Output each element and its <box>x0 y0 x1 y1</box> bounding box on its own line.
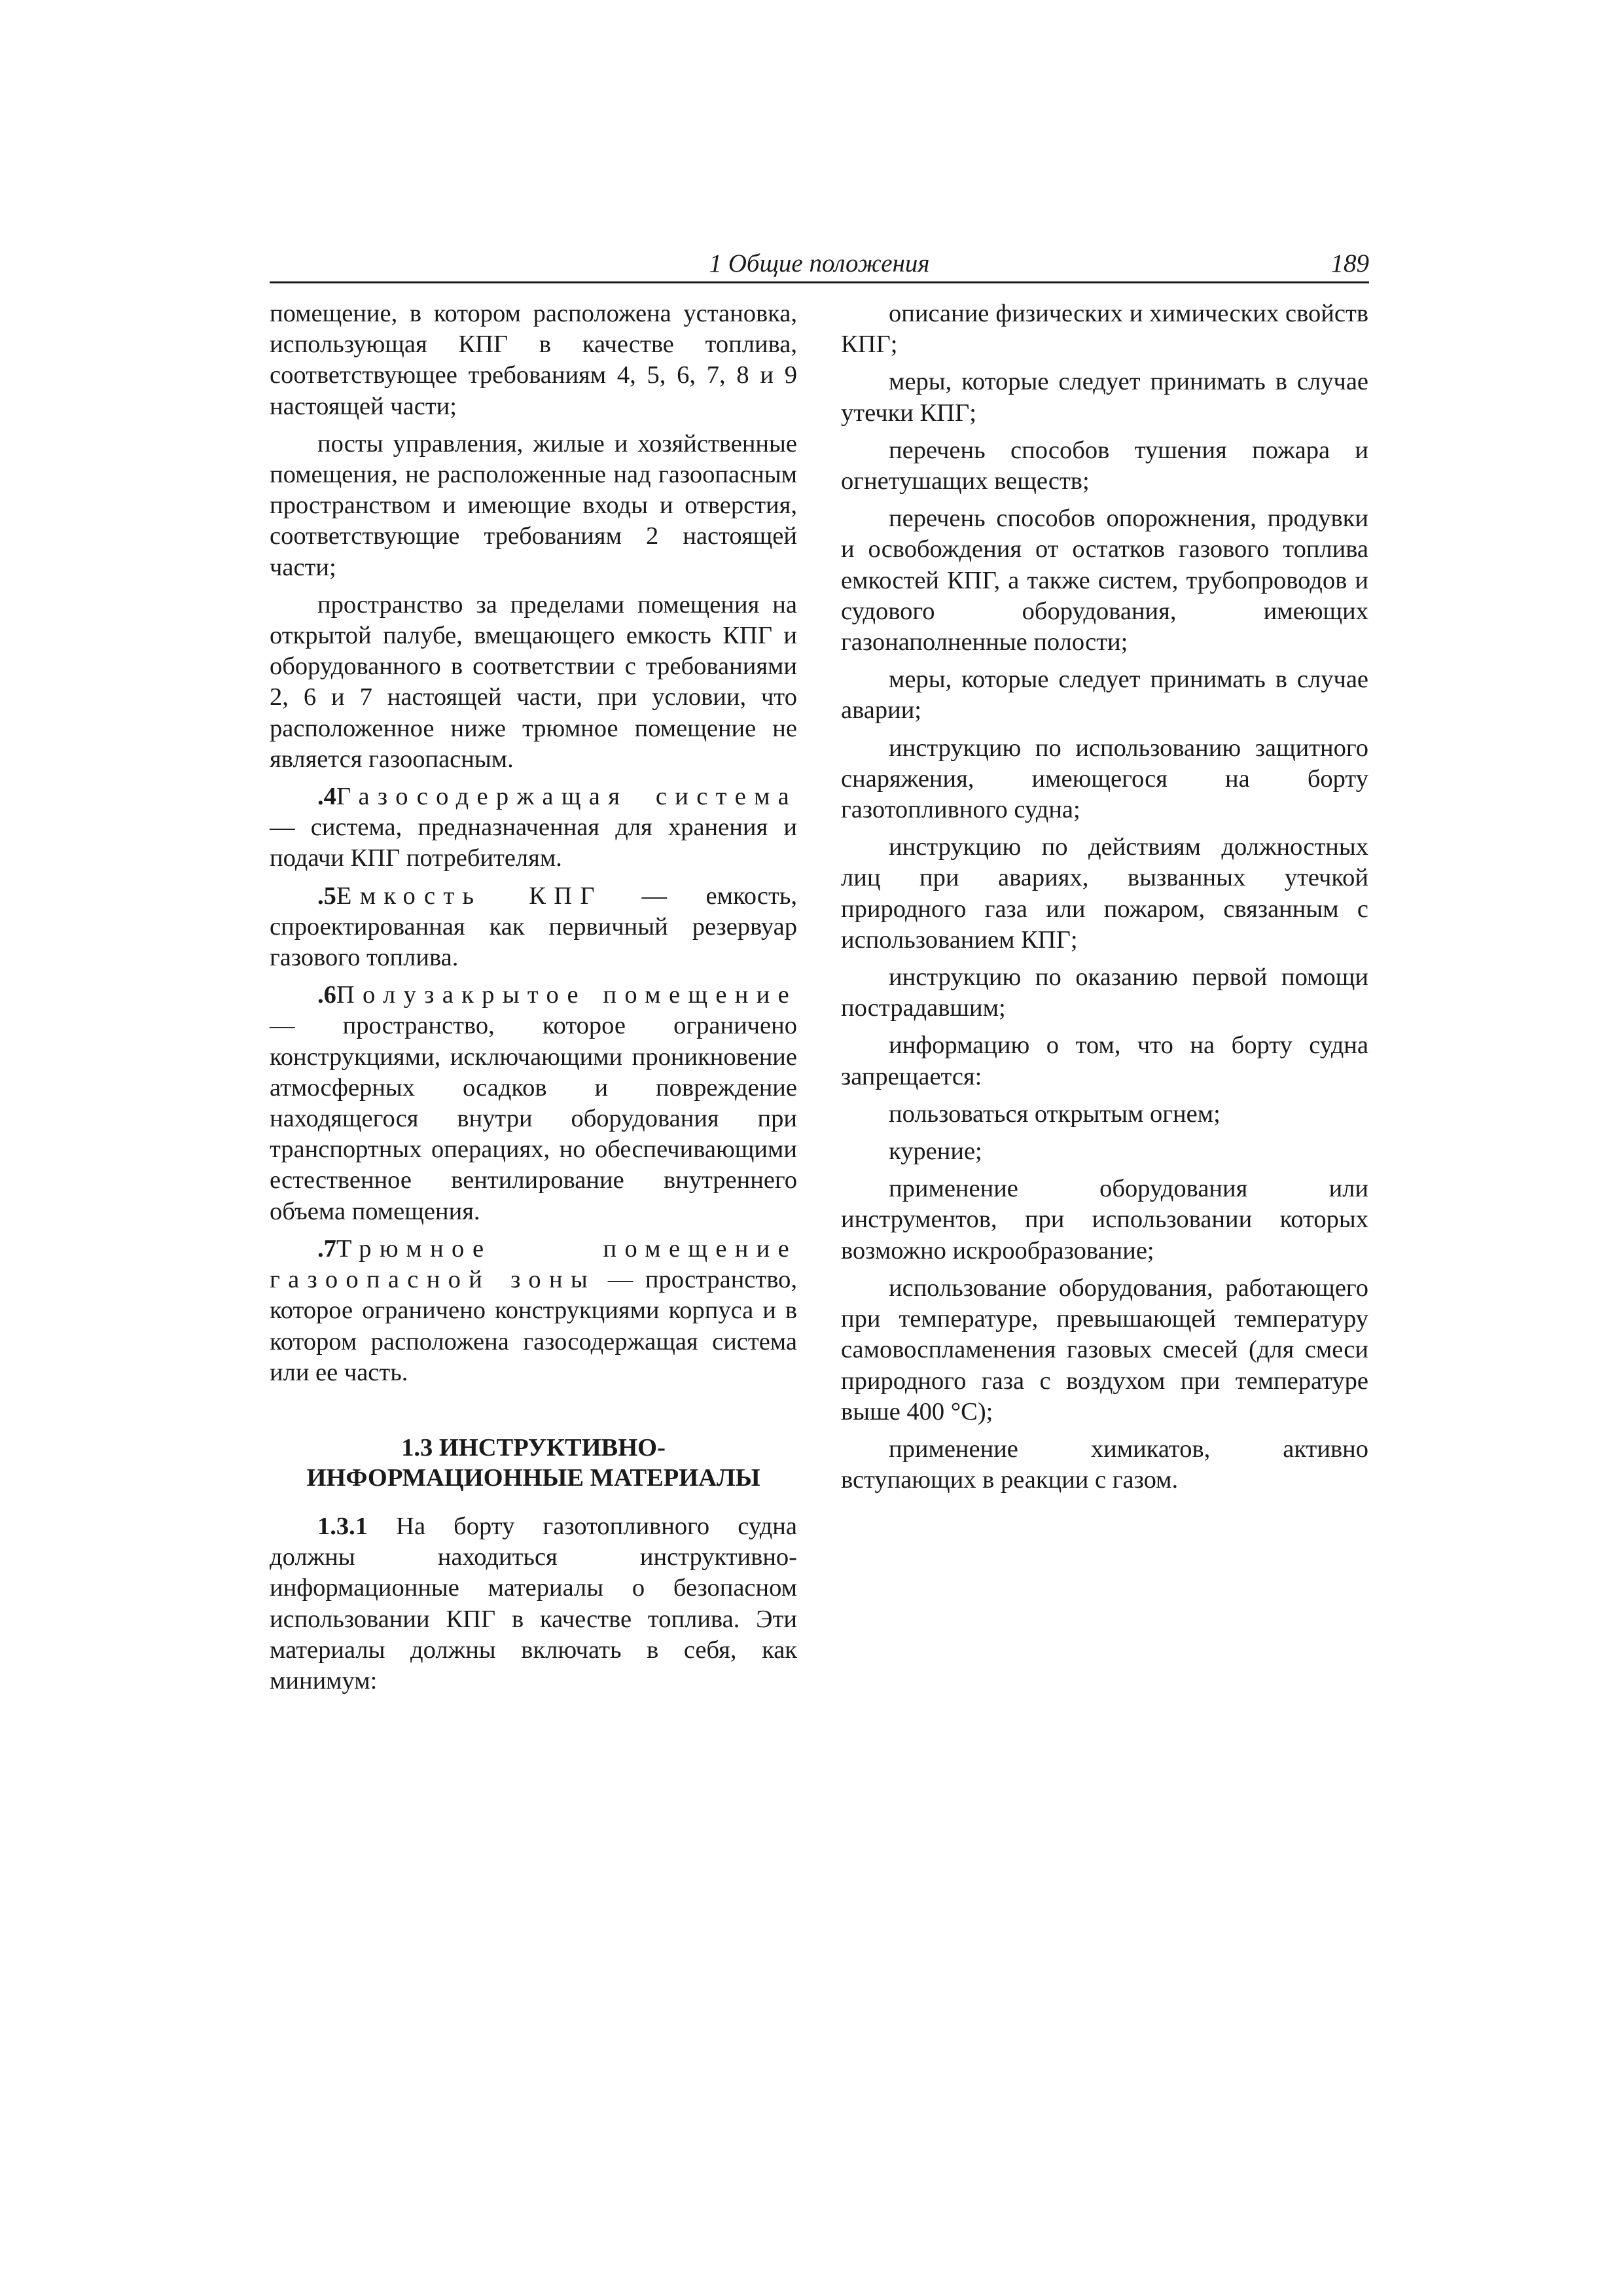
definition-cng-tank <box>270 881 797 974</box>
definition-term: Трюмное помещение газоопасной зоны <box>270 1234 797 1294</box>
clause-1-3-1 <box>270 1511 797 1696</box>
right-column <box>841 298 1368 1502</box>
list-item: пользоваться открытым огнем; <box>889 1100 1221 1128</box>
list-item: инструкцию по оказанию первой помощи пострадавшим; <box>841 963 1368 1022</box>
list-item: меры, которые следует принимать в случае утечки КПГ; <box>841 368 1368 427</box>
definition-number: .4 <box>317 783 336 811</box>
clause-text: На борту газотопливного судна должны находиться инструктивно-информационные материалы о безопасном использовании КПГ в качестве топлива. Эти материалы должны включать в себя, как минимум: <box>270 1512 797 1695</box>
list-item: применение химикатов, активно вступающих в реакции с газом. <box>841 1435 1368 1494</box>
definition-term: Полузакрытое помещение <box>336 981 797 1009</box>
paragraph-control-posts: посты управления, жилые и хозяйственные помещения, не расположенные над газоопасным пространством и имеющие входы и отверстия, соответствующие требованиям 2 настоящей части; <box>270 429 797 581</box>
left-column <box>270 298 797 1703</box>
list-item: перечень способов опорожнения, продувки и освобождения от остатков газового топлива емкостей КПГ, а также систем, трубопроводов и судового оборудования, имеющих газонаполненные полости; <box>841 505 1368 656</box>
definition-gas-system <box>270 781 797 874</box>
clause-number: 1.3.1 <box>317 1512 368 1540</box>
definition-text: — система, предназначенная для хранения и подачи КПГ потребителям. <box>270 814 797 872</box>
list-item: инструкцию по действиям должностных лиц при авариях, вызванных утечкой природного газа или пожаром, связанным с использованием КПГ; <box>841 833 1368 954</box>
definition-number: .6 <box>317 981 336 1009</box>
list-item: использование оборудования, работающего при температуре, превышающей температуру самовоспламенения газовых смесей (для смеси природного газа с воздухом при температуре выше 400 °C); <box>841 1274 1368 1426</box>
definition-term: Газосодержащая система <box>336 783 797 811</box>
section-heading-line: 1.3 ИНСТРУКТИВНО- <box>401 1433 666 1462</box>
list-item: информацию о том, что на борту судна запрещается: <box>841 1031 1368 1090</box>
list-item: применение оборудования или инструментов, при использовании которых возможно искрообразование; <box>841 1175 1368 1265</box>
definition-semi-enclosed-space <box>270 980 797 1227</box>
definition-number: .5 <box>317 882 336 910</box>
definition-number: .7 <box>317 1234 336 1263</box>
page-number: 189 <box>1330 249 1369 278</box>
definition-text: — пространство, которое ограничено конструкциями корпуса и в котором расположена газосодержащая система или ее часть. <box>270 1266 798 1386</box>
list-item: перечень способов тушения пожара и огнетушащих веществ; <box>841 436 1368 495</box>
section-heading <box>270 1433 797 1493</box>
list-item: меры, которые следует принимать в случае аварии; <box>841 666 1368 725</box>
list-item: описание физических и химических свойств КПГ; <box>841 300 1368 359</box>
running-header <box>270 243 1369 283</box>
definition-text: — емкость, спроектированная как первичный резервуар газового топлива. <box>270 882 797 972</box>
definition-term: Емкость КПГ <box>336 882 603 910</box>
list-item: курение; <box>889 1138 982 1166</box>
list-item: инструкцию по использованию защитного снаряжения, имеющегося на борту газотопливного судна; <box>841 734 1368 824</box>
definition-text: — пространство, которое ограничено конструкциями, исключающими проникновение атмосферных осадков и повреждение находящегося внутри оборудования при транспортных операциях, но обеспечивающими естественное вентилирование внутреннего объема помещения. <box>270 1012 797 1225</box>
paragraph-open-deck-space: пространство за пределами помещения на открытой палубе, вмещающего емкость КПГ и оборудованного в соответствии с требованиями 2, 6 и 7 настоящей части, при условии, что расположенное ниже трюмное помещение не является газоопасным. <box>270 590 797 773</box>
running-header-title: 1 Общие положения <box>709 249 930 278</box>
paragraph-room-installation: помещение, в котором расположена установка, использующая КПГ в качестве топлива, соответствующее требованиям 4, 5, 6, 7, 8 и 9 настоящей части; <box>270 300 797 420</box>
section-heading-line: ИНФОРМАЦИОННЫЕ МАТЕРИАЛЫ <box>306 1463 760 1492</box>
definition-hold-space-gas-zone <box>270 1234 797 1388</box>
